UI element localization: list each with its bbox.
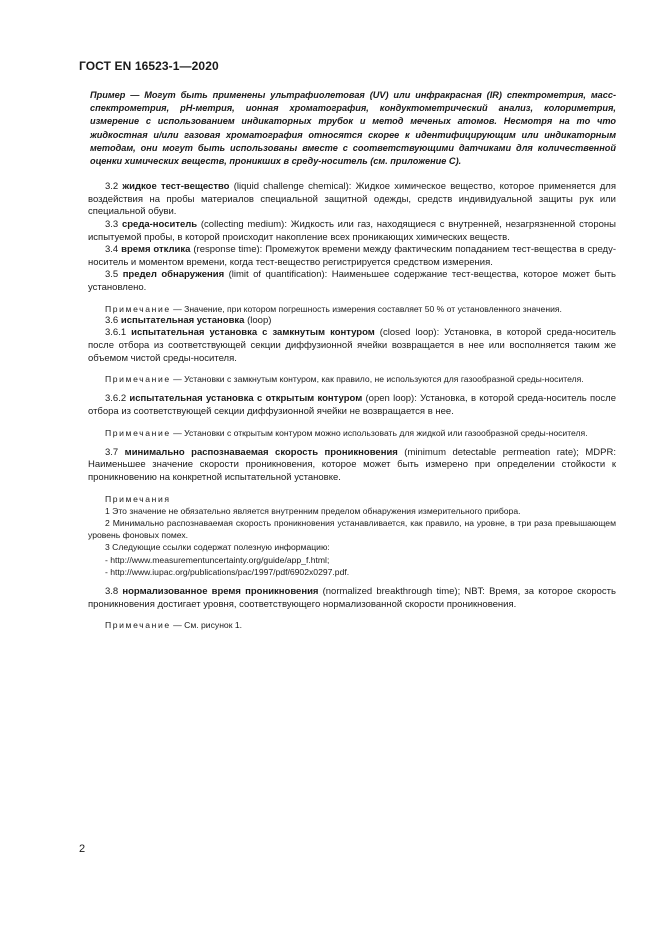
definition-term: испытательная установка с открытым контуром [129,393,363,405]
definition-term: нормализованное время проникновения [122,585,319,597]
definition-3-7 [88,447,616,485]
definition-term: жидкое тест-вещество [122,181,230,193]
definition-3-6 [88,315,616,328]
definition-3-2 [88,181,616,219]
definition-number: 3.7 [105,446,125,458]
note-3-8 [88,619,616,631]
definition-term: испытательная установка с замкнутым контуром [131,327,375,339]
definition-text: (liquid challenge chemical): Жидкое химическое вещество, которое применяется для воздействия на пробы материалов специальной защитной одежды, средств индивидуальной защиты рук или специальной обуви. [88,181,616,218]
example-label: Пример — [90,90,140,100]
definition-text: (response time): Промежуток времени между фактическим попаданием тест-вещества в среду-носитель и моментом времени, когда тест-вещество регистрируется средством измерения. [88,244,617,268]
definition-term: испытательная установка [120,314,245,326]
reference-link-1[interactable]: - http://www.measurementuncertainty.org/guide/app_f.html; [105,554,330,565]
note-text: См. рисунок 1. [184,620,243,631]
definition-number: 3.4 [105,244,122,256]
definition-term: предел обнаружения [122,269,225,281]
note-text: Установки с замкнутым контуром, как правило, не используются для газообразной среды-носителя. [184,374,584,385]
definition-text: (open loop): Установка, в которой среда-носитель после отбора из соответствующей секции диффузионной ячейки не возвращается в нее. [88,393,616,417]
definition-text: (minimum detectable permeation rate); MDPR: Наименьшее значение скорости проникновения, которое может быть измерено при определении стойкости к проникновению на конкретной испытательной установке. [88,446,616,483]
definition-term: минимально распознаваемая скорость проникновения [124,446,398,458]
note-label: Примечание [105,427,171,438]
note-item-1: 1 Это значение не обязательно является внутренним пределом обнаружения измерительного прибора. [105,505,521,516]
note-dash: — [170,427,185,438]
note-dash: — [170,374,185,385]
note-item-3: 3 Следующие ссылки содержат полезную информацию: [105,542,330,553]
note-dash: — [170,620,185,631]
definition-3-4 [88,244,616,269]
page-number: 2 [79,843,86,855]
definition-text: (normalized breakthrough time); NBT: Время, за которое скорость проникновения достигает уровня, соответствующего нормализованной скорости проникновения. [88,585,616,610]
note-item-2: 2 Минимально распознаваемая скорость проникновения устанавливается, как правило, на уровне, в три раза превышающем уровень фоновых помех. [88,517,616,541]
notes-label: Примечания [105,493,171,504]
definition-number: 3.3 [105,219,122,230]
definition-text: (loop) [244,314,272,326]
reference-link-2[interactable]: - http://www.iupac.org/publications/pac/1997/pdf/6902x0297.pdf. [105,566,350,577]
document-header: ГОСТ EN 16523-1—2020 [79,59,219,73]
note-3-6-1 [88,373,616,385]
definition-term: среда-носитель [121,219,198,230]
note-label: Примечание [105,374,171,385]
definition-term: время отклика [121,244,191,256]
page-content [88,89,616,631]
definition-number: 3.6 [105,314,121,326]
note-text: Установки с открытым контуром можно использовать для жидкой или газообразной среды-носителя. [184,427,588,438]
definition-text: (limit of quantification): Наименьшее содержание тест-вещества, которое может быть установлено. [88,269,616,293]
definition-number: 3.6.1 [105,327,132,339]
definition-3-5 [88,269,616,294]
example-paragraph [90,89,616,168]
note-text: Значение, при котором погрешность измерения составляет 50 % от установленного значения. [184,303,562,314]
example-text: Могут быть применены ультрафиолетовая (UV) или инфракрасная (IR) спектрометрия, масс-спектрометрия, pH-метрия, ионная хроматография, кондуктометрический анализ, колориметрия, измерение с использованием индикаторных трубок и метод меченых атомов. Несмотря на то что жидкостная и/или газовая хроматография относятся скорее к идентифицирующим или индикаторным методам, они могут быть использованы вместе с соответствующими датчиками для количественной оценки химических веществ, проникших в среду-носитель (см. приложение C). [90,90,617,167]
definition-number: 3.5 [105,269,123,281]
definition-text: (collecting medium): Жидкость или газ, находящиеся с внутренней, незагрязненной стороны испытуемой пробы, в которой происходит накопление всех проникающих химических веществ. [88,219,616,243]
definition-3-3 [88,219,616,244]
note-3-6-2 [88,427,616,439]
definition-3-8 [88,586,616,611]
note-label: Примечание [105,303,171,314]
definition-3-6-2 [88,393,616,418]
definition-number: 3.2 [105,181,123,193]
definition-number: 3.8 [105,585,123,597]
note-dash: — [170,303,185,314]
definition-3-6-1 [88,327,616,365]
definition-number: 3.6.2 [105,393,130,405]
definition-text: (closed loop): Установка, в которой среда-носитель после отбора из соответствующей секции диффузионной ячейки возвращается в нее или восполняется таким же объемом чистой среды-носителя. [88,327,616,364]
note-3-5 [88,303,616,315]
note-label: Примечание [105,620,171,631]
